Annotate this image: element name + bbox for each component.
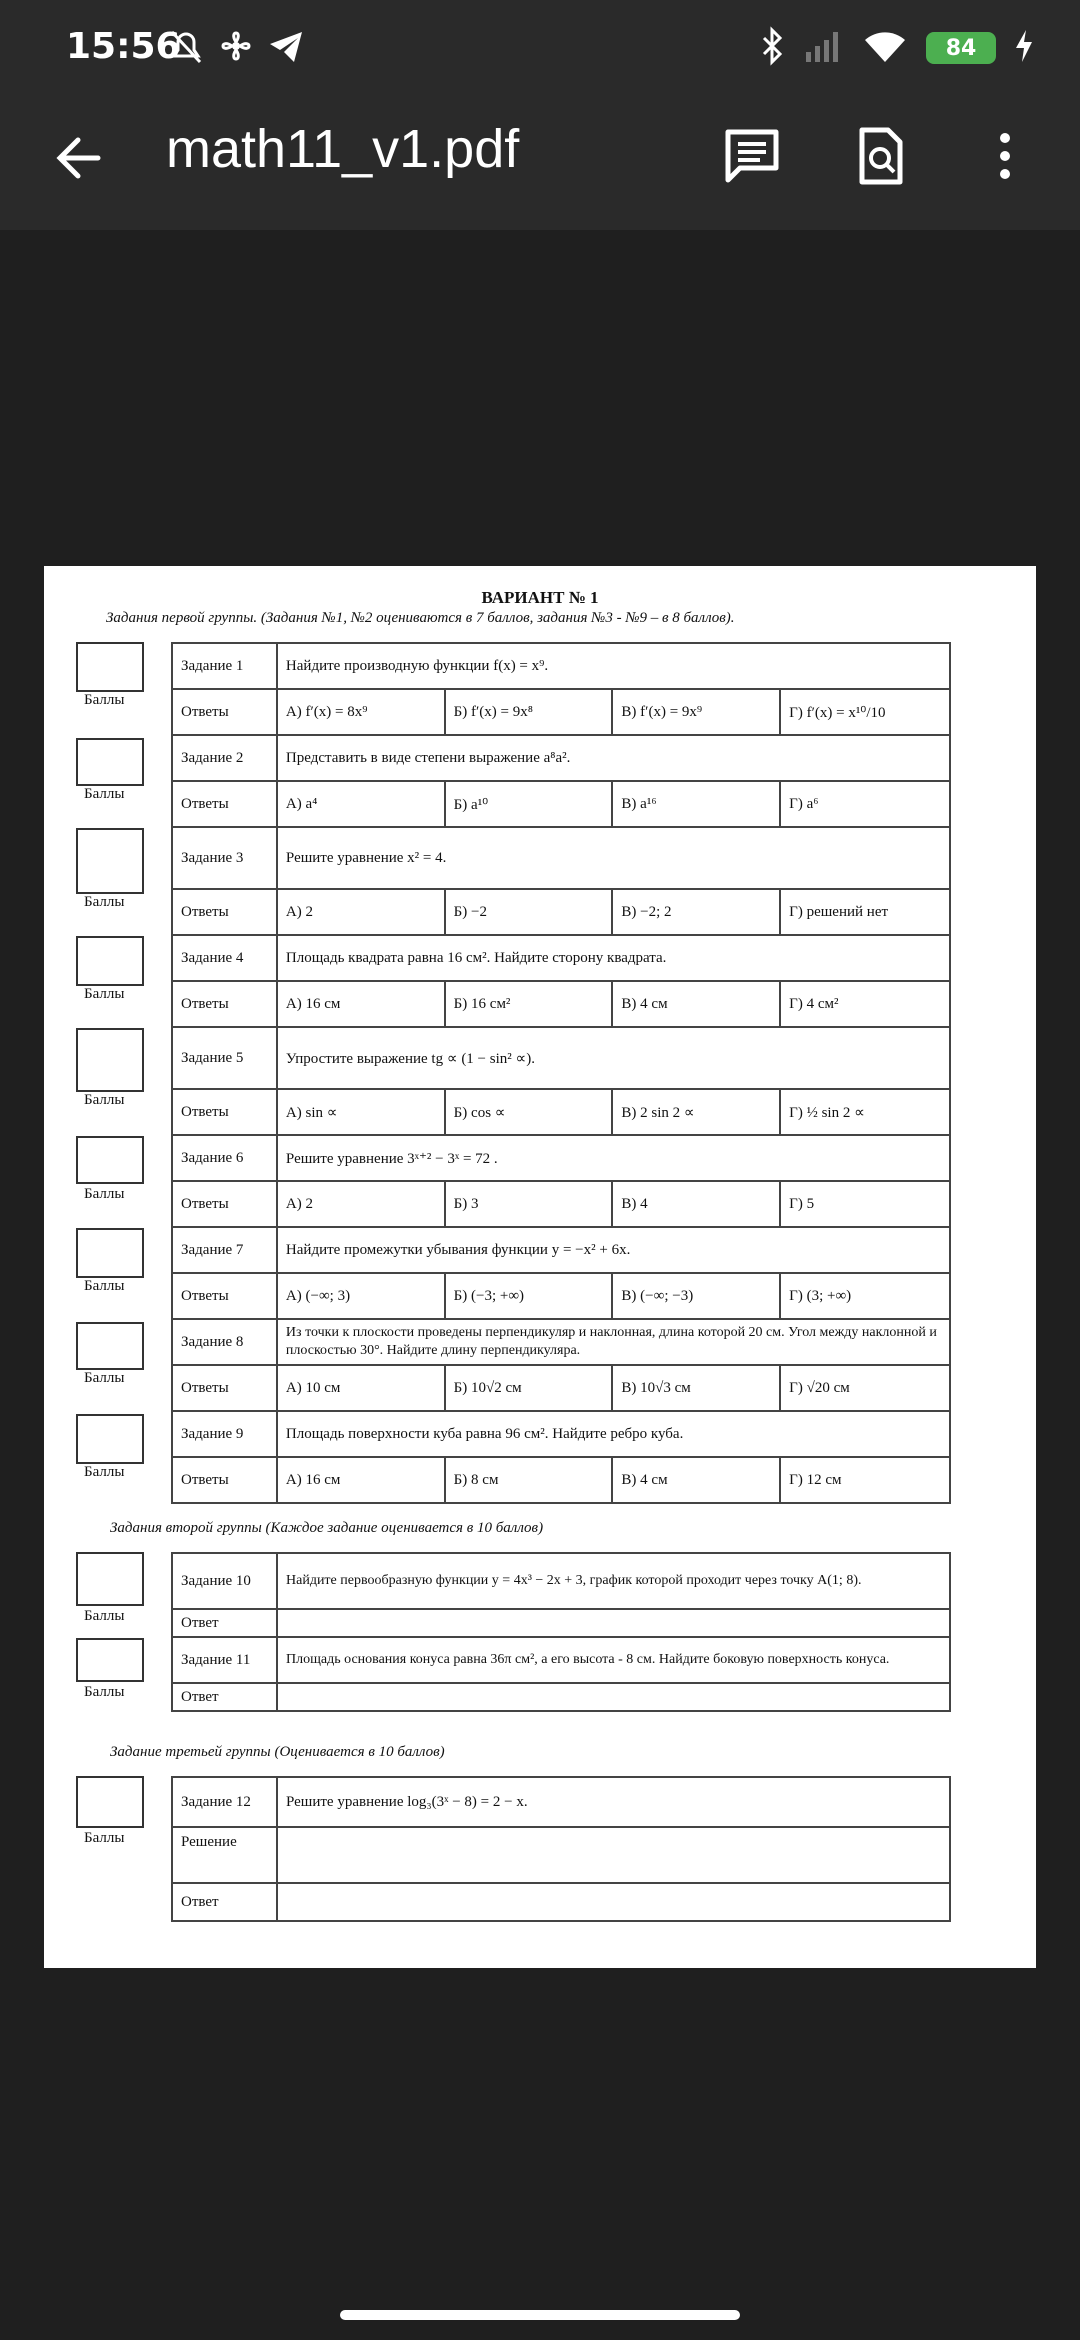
task-row	[172, 1637, 950, 1683]
answer-field	[277, 1683, 950, 1711]
more-options-button[interactable]	[990, 124, 1020, 188]
answers-label: Ответы	[172, 1273, 277, 1319]
group2-table	[171, 1552, 951, 1712]
answer-row	[172, 1609, 950, 1637]
task-label: Задание 5	[172, 1027, 277, 1089]
alarm-off-icon	[168, 26, 204, 66]
score-box	[76, 1228, 144, 1278]
bluetooth-icon	[760, 26, 786, 70]
status-notification-icons	[168, 26, 304, 66]
task-row	[172, 643, 950, 689]
answer-b: Б) f′(x) = 9x⁸	[445, 689, 613, 735]
score-label: Баллы	[84, 1608, 125, 1624]
answers-row	[172, 689, 950, 735]
answer-d: Г) ½ sin 2 ∝	[780, 1089, 950, 1135]
task-text: Найдите первообразную функции y = 4x³ − 2x + 3, график которой проходит через точку A(1; 8).	[277, 1553, 950, 1609]
task-text: Найдите производную функции f(x) = x⁹.	[277, 643, 950, 689]
score-box	[76, 1136, 144, 1184]
answer-a: А) 16 см	[277, 1457, 445, 1503]
answers-label: Ответы	[172, 1365, 277, 1411]
answers-label: Ответы	[172, 689, 277, 735]
task-text: Площадь поверхности куба равна 96 см². Найдите ребро куба.	[277, 1411, 950, 1457]
answers-row	[172, 781, 950, 827]
task-label: Задание 9	[172, 1411, 277, 1457]
score-box	[76, 1414, 144, 1464]
status-time: 15:56	[66, 26, 181, 67]
answers-label: Ответы	[172, 889, 277, 935]
answers-label: Ответы	[172, 1457, 277, 1503]
answers-row	[172, 1365, 950, 1411]
answer-d: Г) a⁶	[780, 781, 950, 827]
answer-row	[172, 1883, 950, 1921]
score-label: Баллы	[84, 986, 125, 1002]
telegram-icon	[268, 26, 304, 66]
answer-a: А) f′(x) = 8x⁹	[277, 689, 445, 735]
score-box	[76, 1552, 144, 1606]
score-label: Баллы	[84, 1278, 125, 1294]
answers-row	[172, 1457, 950, 1503]
task-row	[172, 1411, 950, 1457]
score-box	[76, 1028, 144, 1092]
answer-row	[172, 1683, 950, 1711]
answers-row	[172, 889, 950, 935]
task-text: Площадь квадрата равна 16 см². Найдите сторону квадрата.	[277, 935, 950, 981]
comments-button[interactable]	[720, 124, 784, 188]
answer-a: А) sin ∝	[277, 1089, 445, 1135]
answer-c: В) −2; 2	[612, 889, 780, 935]
answer-d: Г) 12 см	[780, 1457, 950, 1503]
answers-label: Ответы	[172, 1089, 277, 1135]
charging-icon	[1014, 28, 1034, 68]
pdf-page	[44, 566, 1036, 1968]
back-button[interactable]	[50, 128, 110, 188]
wifi-icon	[862, 28, 908, 68]
task-row	[172, 1553, 950, 1609]
score-box	[76, 1322, 144, 1370]
task-text: Представить в виде степени выражение a⁸a².	[277, 735, 950, 781]
solution-field	[277, 1827, 950, 1883]
group1-note: Задания первой группы. (Задания №1, №2 оцениваются в 7 баллов, задания №3 - №9 – в 8 баллов).	[106, 610, 735, 626]
signal-icon	[804, 28, 844, 68]
answer-b: Б) cos ∝	[445, 1089, 613, 1135]
task-row	[172, 1227, 950, 1273]
battery-indicator: 84	[926, 32, 996, 64]
answer-c: В) 10√3 см	[612, 1365, 780, 1411]
answer-b: Б) (−3; +∞)	[445, 1273, 613, 1319]
answer-label: Ответ	[172, 1883, 277, 1921]
score-label: Баллы	[84, 894, 125, 910]
document-title: math11_v1.pdf	[166, 119, 520, 179]
score-label: Баллы	[84, 1370, 125, 1386]
score-label: Баллы	[84, 1092, 125, 1108]
variant-heading: ВАРИАНТ № 1	[481, 588, 599, 607]
task-row	[172, 935, 950, 981]
status-system-icons	[760, 26, 1034, 70]
answers-row	[172, 1089, 950, 1135]
answer-c: В) 2 sin 2 ∝	[612, 1089, 780, 1135]
answer-b: Б) 10√2 см	[445, 1365, 613, 1411]
task-label: Задание 8	[172, 1319, 277, 1365]
answer-a: А) 2	[277, 889, 445, 935]
answer-c: В) 4 см	[612, 1457, 780, 1503]
score-label: Баллы	[84, 1830, 125, 1846]
task-text: Площадь основания конуса равна 36π см², а его высота - 8 см. Найдите боковую поверхность конуса.	[277, 1637, 950, 1683]
answer-b: Б) 3	[445, 1181, 613, 1227]
score-box	[76, 1638, 144, 1682]
answer-label: Ответ	[172, 1609, 277, 1637]
task-label: Задание 1	[172, 643, 277, 689]
task-label: Задание 2	[172, 735, 277, 781]
task-text: Из точки к плоскости проведены перпендикуляр и наклонная, длина которой 20 см. Угол между наклонной и плоскостью 30°. Найдите длину перпендикуляра.	[277, 1319, 950, 1365]
score-box	[76, 738, 144, 786]
arrow-back-icon	[50, 128, 110, 188]
gesture-nav-bar[interactable]	[340, 2310, 740, 2320]
answer-b: Б) 8 см	[445, 1457, 613, 1503]
task-text: Найдите промежутки убывания функции y = −x² + 6x.	[277, 1227, 950, 1273]
answer-b: Б) a¹⁰	[445, 781, 613, 827]
task-row	[172, 1319, 950, 1365]
score-box	[76, 828, 144, 894]
answer-label: Ответ	[172, 1683, 277, 1711]
task-label: Задание 4	[172, 935, 277, 981]
answer-d: Г) решений нет	[780, 889, 950, 935]
answer-a: А) 10 см	[277, 1365, 445, 1411]
task-label: Задание 11	[172, 1637, 277, 1683]
task-text: Решите уравнение x² = 4.	[277, 827, 950, 889]
answers-label: Ответы	[172, 981, 277, 1027]
task-row	[172, 735, 950, 781]
task-label: Задание 6	[172, 1135, 277, 1181]
score-label: Баллы	[84, 692, 125, 708]
app-bar	[0, 96, 1080, 230]
answers-row	[172, 981, 950, 1027]
group2-note: Задания второй группы (Каждое задание оценивается в 10 баллов)	[110, 1520, 544, 1536]
solution-label: Решение	[172, 1827, 277, 1883]
status-bar	[0, 0, 1080, 96]
task-row	[172, 1135, 950, 1181]
task-text: Решите уравнение log₃(3ˣ − 8) = 2 − x.	[277, 1777, 950, 1827]
score-label: Баллы	[84, 786, 125, 802]
task-label: Задание 3	[172, 827, 277, 889]
solution-row	[172, 1827, 950, 1883]
answer-c: В) a¹⁶	[612, 781, 780, 827]
task-text: Решите уравнение 3ˣ⁺² − 3ˣ = 72 .	[277, 1135, 950, 1181]
answer-d: Г) √20 см	[780, 1365, 950, 1411]
answer-field	[277, 1609, 950, 1637]
score-box	[76, 936, 144, 986]
answer-d: Г) 5	[780, 1181, 950, 1227]
task-text: Упростите выражение tg ∝ (1 − sin² ∝).	[277, 1027, 950, 1089]
answer-d: Г) 4 см²	[780, 981, 950, 1027]
task-label: Задание 10	[172, 1553, 277, 1609]
search-doc-icon	[848, 124, 912, 188]
score-box	[76, 1776, 144, 1828]
answers-row	[172, 1273, 950, 1319]
task-row	[172, 1777, 950, 1827]
task-label: Задание 12	[172, 1777, 277, 1827]
group1-table	[171, 642, 951, 1504]
answer-b: Б) 16 см²	[445, 981, 613, 1027]
answer-a: А) a⁴	[277, 781, 445, 827]
answer-b: Б) −2	[445, 889, 613, 935]
answer-field	[277, 1883, 950, 1921]
comment-icon	[720, 124, 784, 188]
group3-note: Задание третьей группы (Оценивается в 10 баллов)	[110, 1744, 445, 1760]
score-label: Баллы	[84, 1186, 125, 1202]
answer-a: А) 16 см	[277, 981, 445, 1027]
task-label: Задание 7	[172, 1227, 277, 1273]
answer-c: В) 4	[612, 1181, 780, 1227]
answer-d: Г) f′(x) = x¹⁰/10	[780, 689, 950, 735]
search-document-button[interactable]	[848, 124, 912, 188]
answer-c: В) 4 см	[612, 981, 780, 1027]
more-vert-icon	[990, 124, 1020, 188]
answer-a: А) (−∞; 3)	[277, 1273, 445, 1319]
score-label: Баллы	[84, 1684, 125, 1700]
answers-label: Ответы	[172, 1181, 277, 1227]
task-row	[172, 827, 950, 889]
answers-row	[172, 1181, 950, 1227]
answer-c: В) (−∞; −3)	[612, 1273, 780, 1319]
answers-label: Ответы	[172, 781, 277, 827]
score-box	[76, 642, 144, 692]
answer-a: А) 2	[277, 1181, 445, 1227]
fan-icon	[218, 26, 254, 66]
answer-d: Г) (3; +∞)	[780, 1273, 950, 1319]
task-row	[172, 1027, 950, 1089]
group3-table	[171, 1776, 951, 1922]
score-label: Баллы	[84, 1464, 125, 1480]
answer-c: В) f′(x) = 9x⁹	[612, 689, 780, 735]
